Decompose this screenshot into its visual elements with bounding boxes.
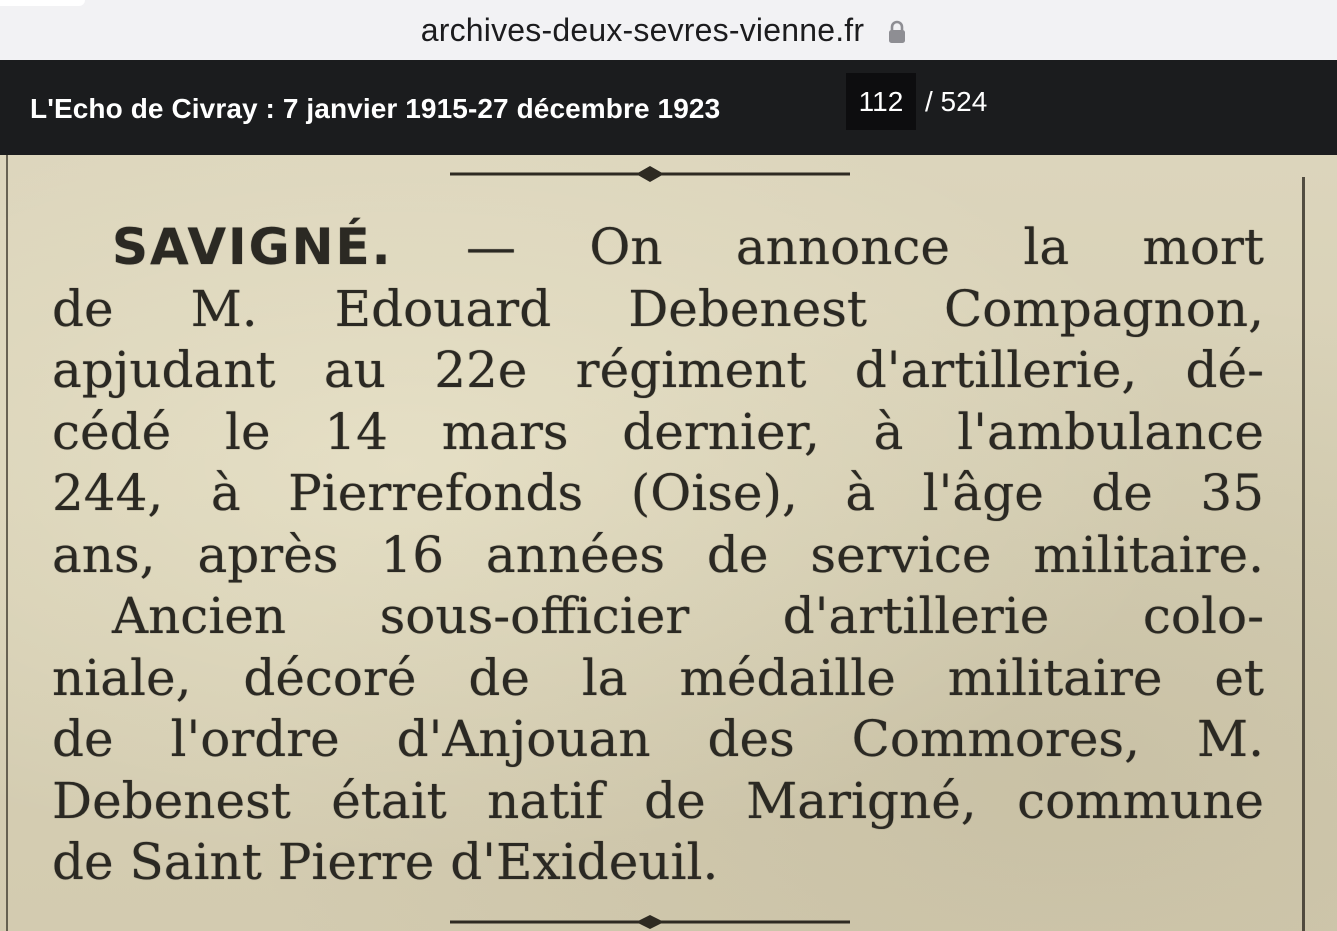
separator-ornament-bottom — [450, 913, 850, 931]
article-line: niale, décoré de la médaille militaire et — [52, 648, 1264, 707]
article-line: Debenest était natif de Marigné, commune — [52, 771, 1264, 830]
article-text — [52, 217, 1264, 894]
page-total: / 524 — [925, 86, 988, 117]
tab-edge — [0, 0, 85, 6]
column-rule-left — [6, 155, 8, 931]
url-domain[interactable]: archives-deux-sevres-vienne.fr — [420, 11, 865, 48]
article-line: apjudant au 22e régiment d'artillerie, dé- — [52, 341, 1264, 399]
viewer-header — [0, 60, 1337, 155]
browser-url-bar[interactable] — [0, 0, 1337, 60]
article-line: Ancien sous-officier d'artillerie colo- — [112, 587, 1264, 645]
page-number-input[interactable] — [846, 73, 916, 130]
article-line: de M. Edouard Debenest Compagnon, — [52, 279, 1264, 338]
article-headword: SAVIGNÉ. — [112, 218, 393, 276]
document-title: L'Echo de Civray : 7 janvier 1915-27 décembre 1923 — [30, 93, 721, 124]
article-line: de l'ordre d'Anjouan des Commores, M. — [52, 710, 1264, 768]
separator-ornament-top — [450, 163, 850, 185]
article-line: de Saint Pierre d'Exideuil. — [52, 833, 719, 891]
column-rule-right — [1302, 177, 1305, 931]
article-line: cédé le 14 mars dernier, à l'ambulance — [52, 402, 1264, 461]
lock-icon — [888, 20, 906, 44]
article-line: ans, après 16 années de service militaire. — [52, 525, 1264, 584]
article-line-text: — On annonce la mort — [466, 218, 1264, 276]
newspaper-scan[interactable] — [0, 155, 1337, 931]
article-line: 244, à Pierrefonds (Oise), à l'âge de 35 — [52, 464, 1264, 522]
article-line — [52, 217, 1264, 279]
